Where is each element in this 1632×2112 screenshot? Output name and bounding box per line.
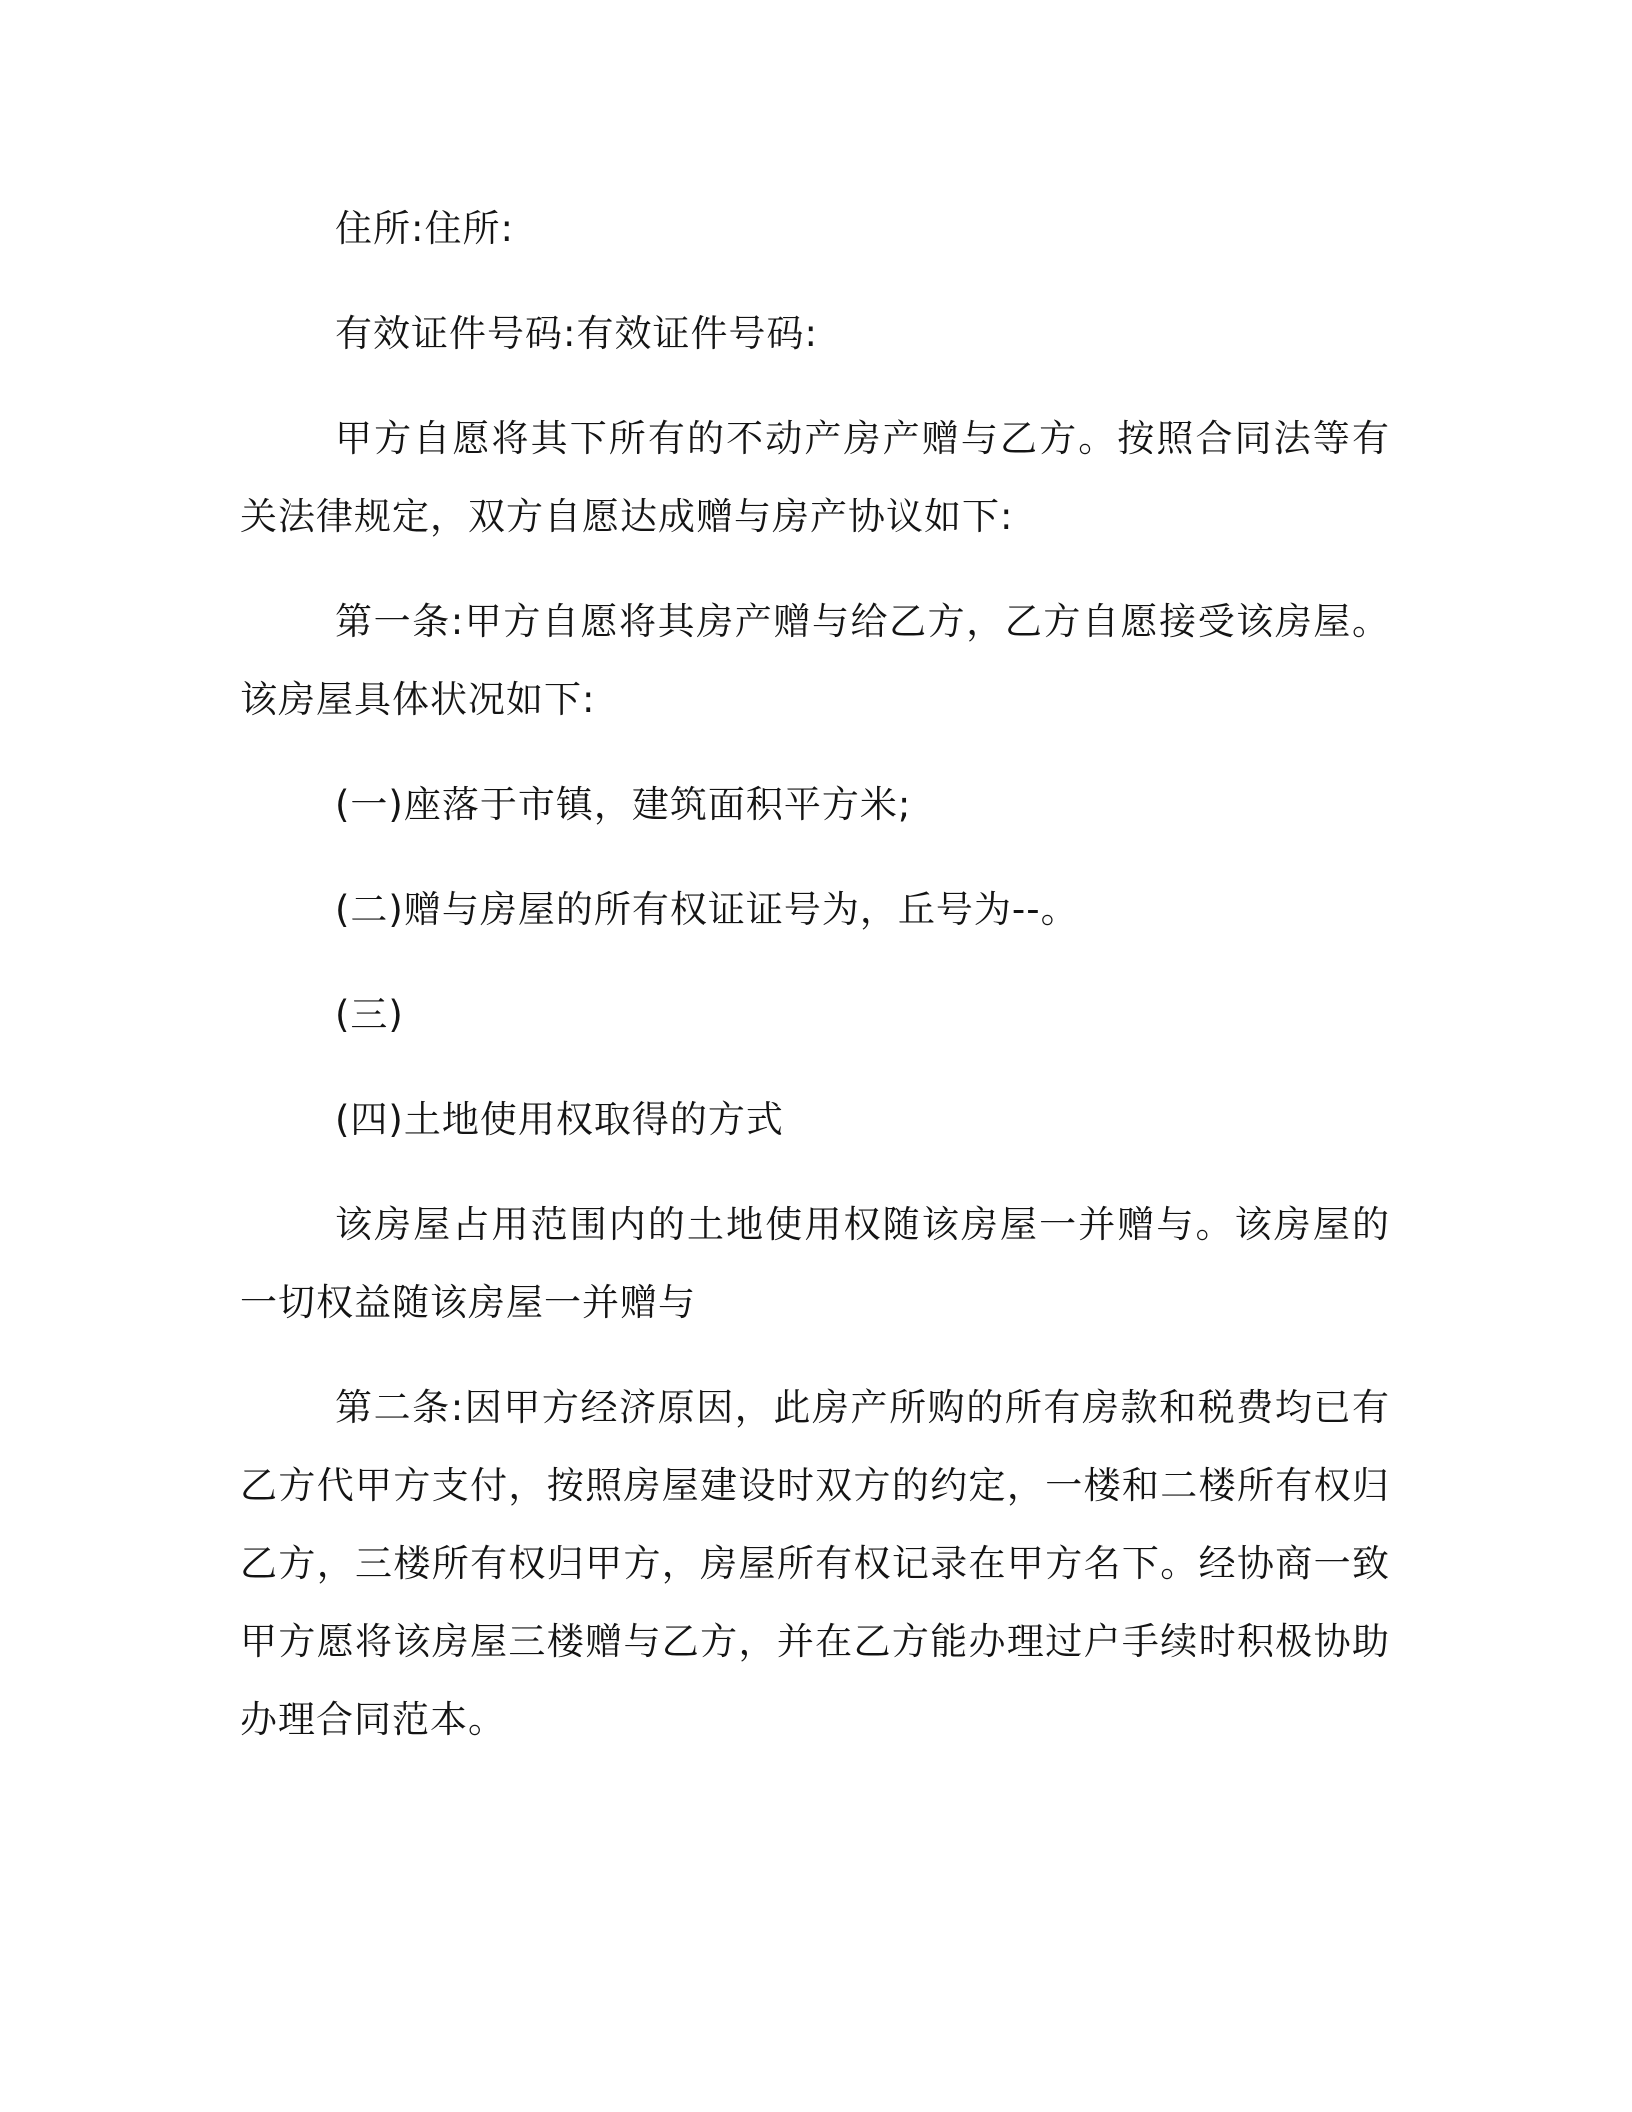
article-one-paragraph: 第一条:甲方自愿将其房产赠与给乙方，乙方自愿接受该房屋。该房屋具体状况如下: [240, 600, 1390, 721]
land-use-paragraph: 该房屋占用范围内的土地使用权随该房屋一并赠与。该房屋的一切权益随该房屋一并赠与 [240, 1203, 1390, 1324]
clause-item-4: (四)土地使用权取得的方式 [335, 1098, 784, 1141]
clause-item-2: (二)赠与房屋的所有权证证号为，丘号为--。 [335, 888, 1079, 931]
id-number-line: 有效证件号码:有效证件号码: [335, 312, 818, 355]
clause-item-3: (三) [335, 993, 404, 1036]
address-line: 住所:住所: [335, 207, 514, 250]
article-two-paragraph: 第二条:因甲方经济原因，此房产所购的所有房款和税费均已有乙方代甲方支付，按照房屋建设时双方的约定，一楼和二楼所有权归乙方，三楼所有权归甲方，房屋所有权记录在甲方名下。经协商一致甲方愿将该房屋三楼赠与乙方，并在乙方能办理过户手续时积极协助办理合同范本。 [240, 1386, 1390, 1741]
document-body [240, 190, 1390, 1759]
preamble-paragraph: 甲方自愿将其下所有的不动产房产赠与乙方。按照合同法等有关法律规定，双方自愿达成赠与房产协议如下: [240, 417, 1390, 538]
clause-item-1: (一)座落于市镇，建筑面积平方米; [335, 783, 912, 826]
